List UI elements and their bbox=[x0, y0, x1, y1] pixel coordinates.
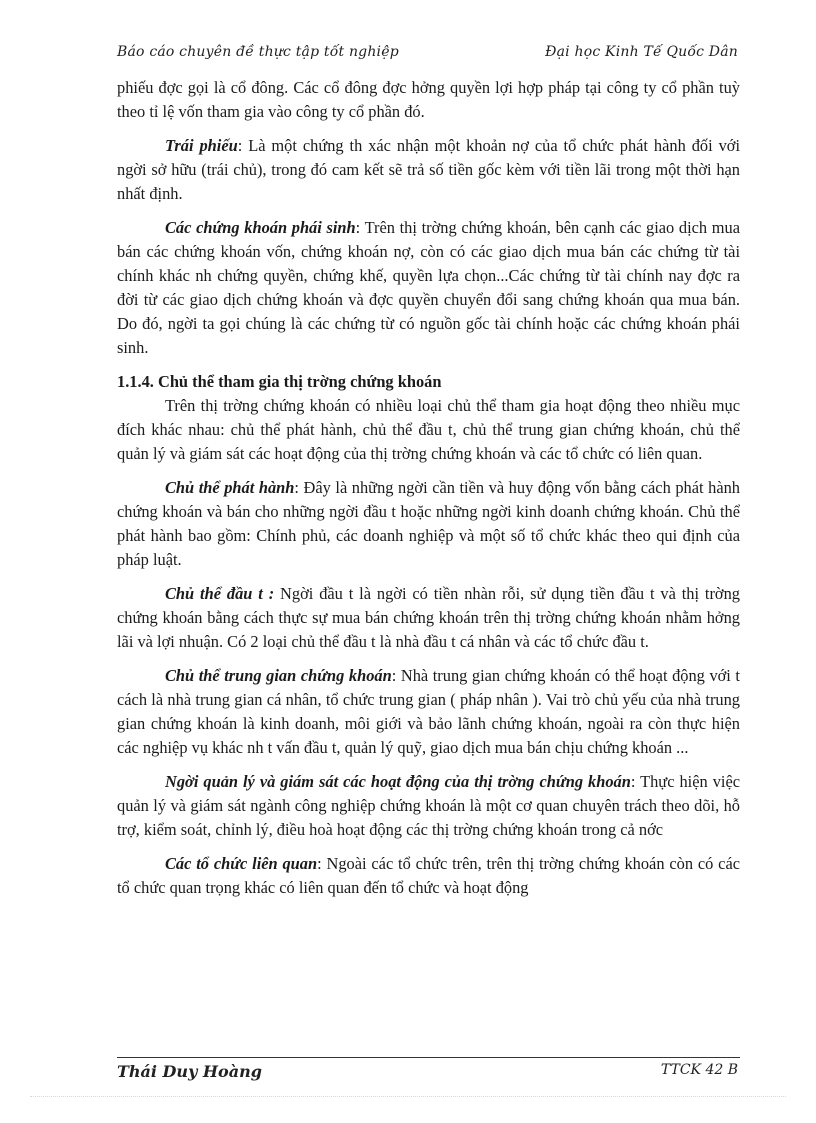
paragraph-5-text: : Đây là những ngời cần tiền và huy động vốn bằng cách phát hành chứng khoán và bán cho những ngời đầu t hoặc những ngời kinh doanh chứng khoán. Chủ thể phát hành bao gồm: Chính phủ, các doanh nghiệp và một số tổ chức khác theo qui định của pháp luật. bbox=[117, 478, 740, 569]
paragraph-4: Trên thị trờng chứng khoán có nhiều loại chủ thể tham gia hoạt động theo nhiều mục đích khác nhau: chủ thể phát hành, chủ thể đầu t, chủ thể trung gian chứng khoán, chủ thể quản lý và giám sát các hoạt động của thị trờng chứng khoán và các tổ chức có liên quan. bbox=[117, 396, 740, 463]
paragraph-phai-sinh bbox=[117, 216, 740, 360]
paragraph-3-text: : Trên thị trờng chứng khoán, bên cạnh các giao dịch mua bán các chứng khoán vốn, chứng khoán nợ, còn có các giao dịch mua bán các chứng từ tài chính khác nh chứng quyền, chứng khế, quyền lựa chọn...Các chứng từ tài chính nay đợc ra đời từ các giao dịch chứng khoán và đợc quyền chuyển đổi sang chứng khoán qua mua bán. Do đó, ngời ta gọi chúng là các chứng từ có nguồn gốc tài chính hoặc các chứng khoán phái sinh. bbox=[117, 218, 741, 357]
footer-author: Thái Duy Hoàng bbox=[117, 1062, 262, 1081]
term-trung-gian: Chủ thể trung gian chứng khoán bbox=[165, 666, 392, 685]
header-left-title: Báo cáo chuyên đề thực tập tốt nghiệp bbox=[117, 44, 399, 60]
term-dau-tu: Chủ thể đầu t : bbox=[165, 584, 275, 603]
footer-class: TTCK 42 B bbox=[660, 1062, 738, 1078]
paragraph-quan-ly bbox=[117, 770, 740, 842]
section-heading: 1.1.4. Chủ thể tham gia thị trờng chứng khoán bbox=[117, 372, 442, 391]
paragraph-6-text: Ngời đầu t là ngời có tiền nhàn rỗi, sử dụng tiền đầu t và thị trờng chứng khoán bằng cách thực sự mua bán chứng khoán trên thị trờng chứng khoán nhằm hởng lãi và lợi nhuận. Có 2 loại chủ thể đầu t là nhà đầu t cá nhân và các tổ chức đầu t. bbox=[117, 584, 740, 651]
paragraph-trai-phieu bbox=[117, 134, 740, 206]
document-body bbox=[117, 76, 740, 910]
header-right-title: Đại học Kinh Tế Quốc Dân bbox=[545, 44, 738, 60]
page-bottom-dotted-divider bbox=[30, 1096, 786, 1097]
footer-divider bbox=[117, 1057, 740, 1058]
term-trai-phieu: Trái phiếu bbox=[165, 136, 238, 155]
paragraph-to-chuc bbox=[117, 852, 740, 900]
paragraph-dau-tu bbox=[117, 582, 740, 654]
paragraph-8-text: : Thực hiện việc quản lý và giám sát ngành công nghiệp chứng khoán là một cơ quan chuyên trách theo dõi, hỗ trợ, kiểm soát, chỉnh lý, điều hoà hoạt động các thị trờng chứng khoán trong cả nớc bbox=[117, 772, 740, 839]
term-phai-sinh: Các chứng khoán phái sinh bbox=[165, 218, 356, 237]
term-phat-hanh: Chủ thể phát hành bbox=[165, 478, 295, 497]
paragraph-phat-hanh bbox=[117, 476, 740, 572]
paragraph-2-text: : Là một chứng th xác nhận một khoản nợ của tổ chức phát hành đối với ngời sở hữu (trái chủ), trong đó cam kết sẽ trả số tiền gốc kèm với tiền lãi trong một thời hạn nhất định. bbox=[117, 136, 740, 203]
term-to-chuc: Các tổ chức liên quan bbox=[165, 854, 318, 873]
term-quan-ly: Ngời quản lý và giám sát các hoạt động của thị trờng chứng khoán bbox=[165, 772, 631, 791]
paragraph-1: phiếu đợc gọi là cổ đông. Các cổ đông đợc hởng quyền lợi hợp pháp tại công ty cổ phần tuỳ theo tỉ lệ vốn tham gia vào công ty cổ phần đó. bbox=[117, 78, 740, 121]
paragraph-7-text: : Nhà trung gian chứng khoán có thể hoạt động với t cách là nhà trung gian cá nhân, tổ chức trung gian ( pháp nhân ). Vai trò chủ yếu của nhà trung gian chứng khoán là kinh doanh, môi giới và bảo lãnh chứng khoán, ngoài ra còn thực hiện các nghiệp vụ khác nh t vấn đầu t, quản lý quỹ, giao dịch mua bán chịu chứng khoán ... bbox=[117, 666, 740, 757]
paragraph-9-text: : Ngoài các tổ chức trên, trên thị trờng chứng khoán còn có các tổ chức quan trọng khác có liên quan đến tổ chức và hoạt động bbox=[117, 854, 740, 897]
paragraph-trung-gian bbox=[117, 664, 740, 760]
